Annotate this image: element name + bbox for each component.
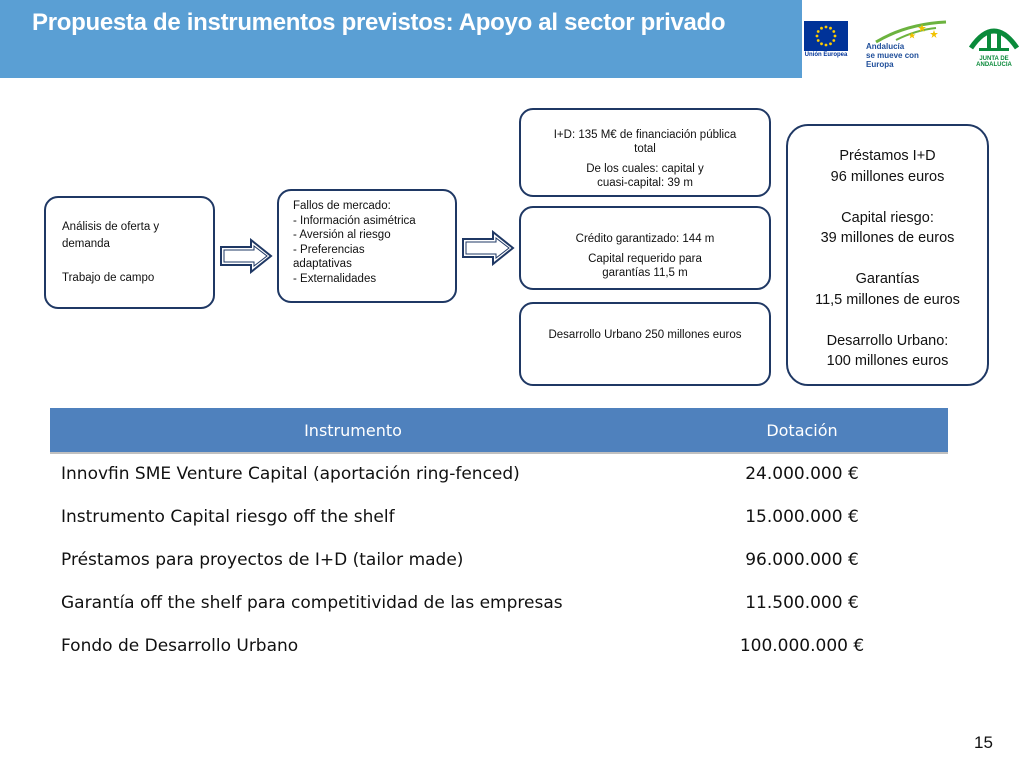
- instruments-table: [50, 408, 948, 667]
- slide-title: Propuesta de instrumentos previstos: Apoyo al sector privado: [32, 9, 726, 36]
- stars-swoosh-icon: [866, 20, 948, 44]
- allocation-cell: 100.000.000 €: [739, 635, 865, 656]
- summary-line: 96 millones euros: [830, 168, 945, 185]
- allocation-cell: 96.000.000 €: [745, 549, 859, 570]
- urban-development-box: [519, 302, 771, 386]
- junta-caption: JUNTA DE ANDALUCIA: [976, 56, 1012, 68]
- arrow-right-icon: [461, 230, 515, 266]
- id-line2: total: [634, 143, 656, 155]
- slide-header: [0, 0, 802, 78]
- junta-andalucia-logo: [965, 18, 1023, 66]
- table-header-row: [50, 408, 948, 452]
- summary-line: [788, 187, 987, 208]
- eu-flag-icon: [804, 21, 848, 51]
- failures-line: - Aversión al riesgo: [293, 229, 391, 241]
- summary-box: [786, 124, 989, 386]
- id-financing-box: [519, 108, 771, 197]
- failures-line: - Información asimétrica: [293, 214, 416, 227]
- failures-line: Fallos de mercado:: [293, 200, 391, 212]
- eu-logo: [804, 21, 848, 59]
- instrument-cell: Instrumento Capital riesgo off the shelf: [61, 506, 395, 527]
- credit-line1: Crédito garantizado: 144 m: [575, 233, 715, 245]
- table-row: [50, 538, 948, 581]
- andalucia-caption: [866, 42, 948, 69]
- urban-line1: Desarrollo Urbano 250 millones euros: [548, 329, 742, 341]
- table-row: [50, 624, 948, 667]
- instrument-cell: Fondo de Desarrollo Urbano: [61, 635, 299, 656]
- instrument-cell: Préstamos para proyectos de I+D (tailor made): [61, 549, 464, 570]
- allocation-cell: 15.000.000 €: [745, 506, 859, 527]
- arrow-right-icon: [219, 238, 273, 274]
- instrument-cell: Innovfin SME Venture Capital (aportación ring-fenced): [61, 463, 520, 484]
- summary-line: 100 millones euros: [826, 353, 949, 369]
- table-row: [50, 495, 948, 538]
- junta-emblem-icon: [965, 18, 1023, 56]
- credit-guarantee-box: [519, 206, 771, 290]
- andalucia-line1: Andalucía: [866, 42, 905, 51]
- summary-line: 39 millones de euros: [820, 230, 955, 246]
- id-line3: De los cuales: capital y: [586, 163, 704, 175]
- summary-line: Desarrollo Urbano:: [826, 332, 949, 349]
- summary-line: 11,5 millones de euros: [815, 291, 960, 308]
- credit-line2: Capital requerido para: [588, 253, 702, 265]
- eu-caption: Unión Europea: [804, 52, 848, 58]
- page-number: 15: [974, 733, 993, 752]
- andalucia-line2: se mueve con Europa: [866, 51, 919, 69]
- andalucia-europa-logo: [866, 20, 948, 69]
- instrument-cell: Garantía off the shelf para competitividad de las empresas: [61, 592, 563, 613]
- market-failures-box: [277, 189, 457, 303]
- summary-line: Capital riesgo:: [841, 209, 934, 226]
- summary-line: Préstamos I+D: [839, 148, 936, 164]
- col-header-allocation: Dotación: [656, 408, 948, 452]
- table-row: [50, 452, 948, 495]
- table-row: [50, 581, 948, 624]
- analysis-box: [44, 196, 215, 309]
- credit-line3: garantías 11,5 m: [602, 267, 688, 279]
- summary-line: [788, 249, 987, 270]
- failures-line: - Externalidades: [293, 272, 377, 285]
- col-header-instrument: Instrumento: [50, 408, 656, 452]
- analysis-line1: Análisis de oferta y: [62, 221, 160, 233]
- failures-line: adaptativas: [293, 258, 352, 270]
- analysis-line2: demanda: [62, 238, 110, 250]
- id-line4: cuasi-capital: 39 m: [597, 177, 693, 189]
- allocation-cell: 11.500.000 €: [745, 592, 859, 613]
- failures-line: - Preferencias: [293, 243, 365, 256]
- allocation-cell: 24.000.000 €: [745, 463, 859, 484]
- id-line1: I+D: 135 M€ de financiación pública: [553, 129, 737, 141]
- summary-line: [788, 310, 987, 331]
- summary-line: Garantías: [855, 271, 920, 287]
- analysis-line3: Trabajo de campo: [62, 272, 155, 284]
